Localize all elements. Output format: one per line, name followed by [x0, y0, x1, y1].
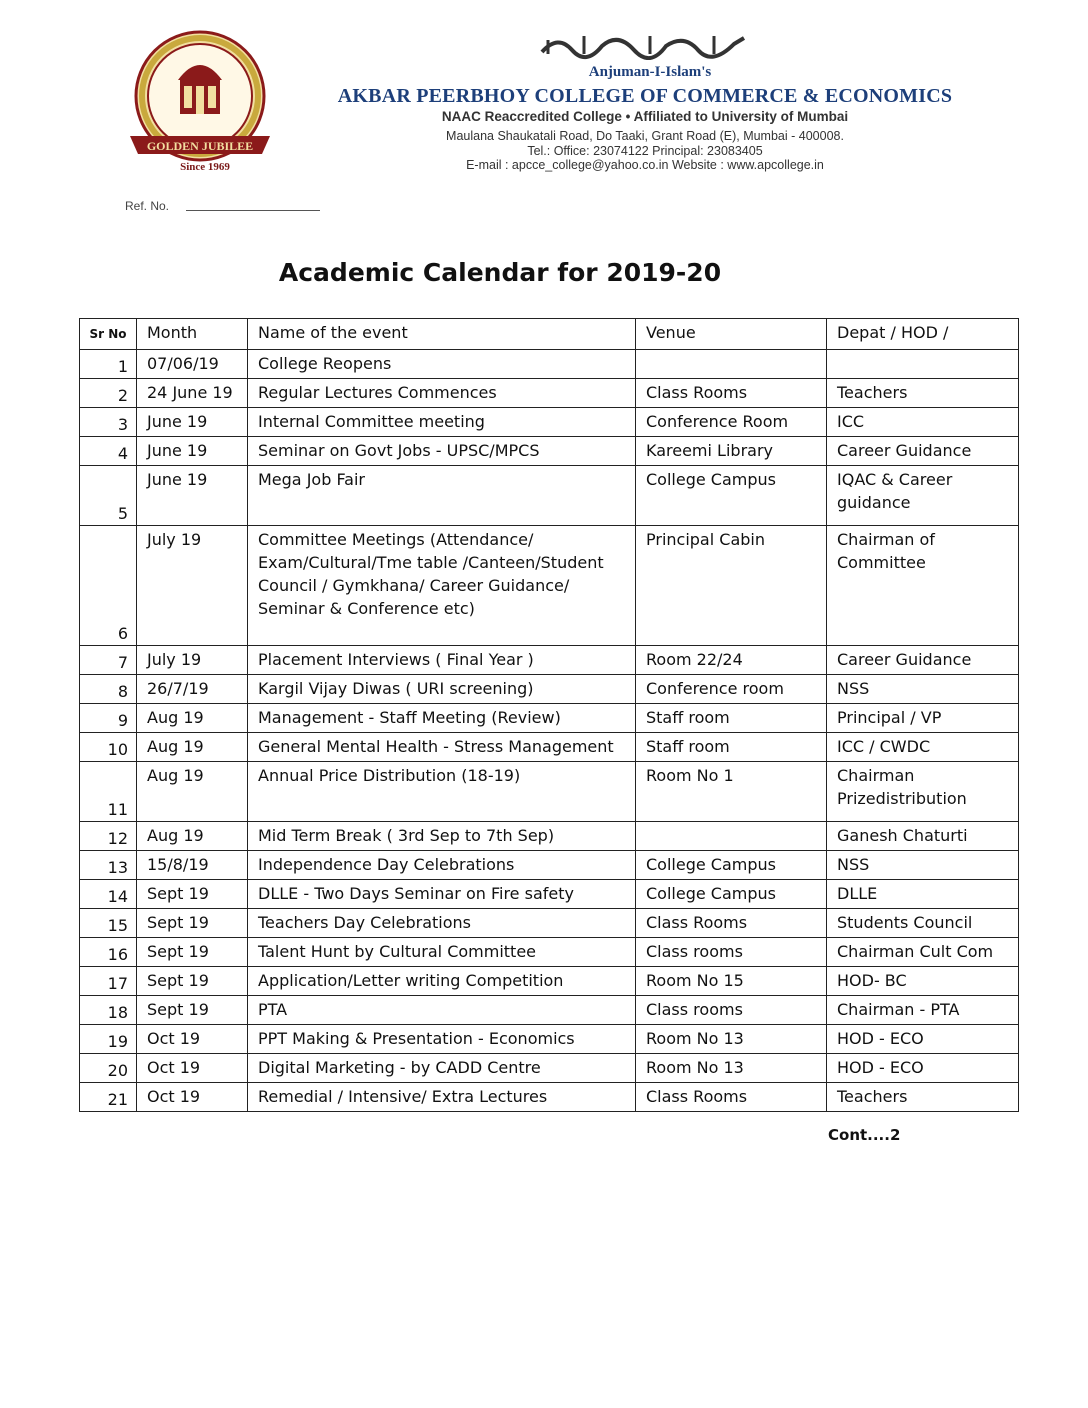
cell-month: Aug 19	[137, 822, 248, 851]
org-name: Anjuman-I-Islam's	[588, 64, 712, 80]
cell-venue: Conference Room	[636, 408, 827, 437]
table-row	[80, 967, 1019, 996]
cell-month: 26/7/19	[137, 675, 248, 704]
continuation-note: Cont....2	[828, 1126, 901, 1144]
accreditation-line: NAAC Reaccredited College • Affiliated to University of Mumbai	[441, 109, 849, 124]
cell-dept: Chairman Prizedistribution	[827, 762, 1019, 822]
cell-month: Sept 19	[137, 996, 248, 1025]
arabic-calligraphy	[538, 28, 750, 60]
cell-event: Remedial / Intensive/ Extra Lectures	[248, 1083, 636, 1112]
cell-month: July 19	[137, 646, 248, 675]
table-row	[80, 646, 1019, 675]
cell-event: Teachers Day Celebrations	[248, 909, 636, 938]
cell-venue: Room No 1	[636, 762, 827, 822]
cell-month: June 19	[137, 437, 248, 466]
cell-sr: 16	[80, 938, 137, 967]
cell-event: Talent Hunt by Cultural Committee	[248, 938, 636, 967]
cell-dept: DLLE	[827, 880, 1019, 909]
cell-venue: College Campus	[636, 851, 827, 880]
cell-event: Mega Job Fair	[248, 466, 636, 526]
table-header-row	[80, 319, 1019, 350]
cell-sr: 9	[80, 704, 137, 733]
cell-event: PTA	[248, 996, 636, 1025]
cell-month: June 19	[137, 408, 248, 437]
header-venue: Venue	[636, 319, 827, 350]
cell-venue: Kareemi Library	[636, 437, 827, 466]
cell-venue: Class Rooms	[636, 379, 827, 408]
ref-underline	[186, 210, 320, 211]
page-title: Academic Calendar for 2019-20	[278, 258, 722, 287]
table-row	[80, 437, 1019, 466]
college-logo	[122, 28, 278, 178]
cell-sr: 5	[80, 466, 137, 526]
cell-month: Sept 19	[137, 967, 248, 996]
cell-sr: 21	[80, 1083, 137, 1112]
calendar-table	[79, 318, 1019, 1112]
cell-venue: College Campus	[636, 466, 827, 526]
cell-dept: Students Council	[827, 909, 1019, 938]
cell-sr: 1	[80, 350, 137, 379]
table-row	[80, 938, 1019, 967]
table-row	[80, 880, 1019, 909]
address-line: Maulana Shaukatali Road, Do Taaki, Grant Road (E), Mumbai - 400008.	[446, 129, 844, 143]
cell-venue: Room No 15	[636, 967, 827, 996]
cell-venue: Staff room	[636, 733, 827, 762]
logo-since: Since 1969	[180, 161, 230, 173]
cell-dept: HOD- BC	[827, 967, 1019, 996]
cell-month: Oct 19	[137, 1083, 248, 1112]
table-row	[80, 733, 1019, 762]
cell-event: Mid Term Break ( 3rd Sep to 7th Sep)	[248, 822, 636, 851]
table-row	[80, 379, 1019, 408]
table-row	[80, 851, 1019, 880]
cell-dept: Teachers	[827, 379, 1019, 408]
table-row	[80, 526, 1019, 646]
cell-month: June 19	[137, 466, 248, 526]
cell-month: Aug 19	[137, 733, 248, 762]
cell-sr: 3	[80, 408, 137, 437]
contact-line: E-mail : apcce_college@yahoo.co.in Website : www.apcollege.in	[466, 158, 824, 172]
cell-event: Digital Marketing - by CADD Centre	[248, 1054, 636, 1083]
cell-dept: NSS	[827, 851, 1019, 880]
cell-dept: Career Guidance	[827, 437, 1019, 466]
cell-month: Sept 19	[137, 938, 248, 967]
cell-event: PPT Making & Presentation - Economics	[248, 1025, 636, 1054]
cell-dept: HOD - ECO	[827, 1054, 1019, 1083]
cell-sr: 4	[80, 437, 137, 466]
cell-month: Sept 19	[137, 909, 248, 938]
college-name: AKBAR PEERBHOY COLLEGE OF COMMERCE & ECONOMICS	[337, 85, 953, 107]
cell-venue	[636, 822, 827, 851]
cell-dept: HOD - ECO	[827, 1025, 1019, 1054]
table-row	[80, 1054, 1019, 1083]
cell-sr: 19	[80, 1025, 137, 1054]
cell-event: Management - Staff Meeting (Review)	[248, 704, 636, 733]
cell-venue: Principal Cabin	[636, 526, 827, 646]
cell-dept: Chairman - PTA	[827, 996, 1019, 1025]
cell-event: Committee Meetings (Attendance/ Exam/Cultural/Tme table /Canteen/Student Council / Gymkhana/ Career Guidance/ Seminar & Conference etc)	[248, 526, 636, 646]
cell-month: Oct 19	[137, 1025, 248, 1054]
cell-venue: College Campus	[636, 880, 827, 909]
cell-event: Internal Committee meeting	[248, 408, 636, 437]
table-row	[80, 822, 1019, 851]
cell-venue: Conference room	[636, 675, 827, 704]
table-row	[80, 350, 1019, 379]
cell-dept: Chairman Cult Com	[827, 938, 1019, 967]
cell-sr: 2	[80, 379, 137, 408]
table-row	[80, 1025, 1019, 1054]
cell-dept	[827, 350, 1019, 379]
cell-month: 15/8/19	[137, 851, 248, 880]
header-dept: Depat / HOD /	[827, 319, 1019, 350]
cell-sr: 11	[80, 762, 137, 822]
cell-event: College Reopens	[248, 350, 636, 379]
header-sr: Sr No	[80, 319, 137, 350]
table-row	[80, 1083, 1019, 1112]
phone-line: Tel.: Office: 23074122 Principal: 23083405	[527, 144, 763, 158]
cell-venue: Staff room	[636, 704, 827, 733]
header-month: Month	[137, 319, 248, 350]
table-row	[80, 466, 1019, 526]
cell-sr: 13	[80, 851, 137, 880]
cell-event: General Mental Health - Stress Management	[248, 733, 636, 762]
cell-dept: Chairman of Committee	[827, 526, 1019, 646]
cell-month: Aug 19	[137, 704, 248, 733]
svg-text:GOLDEN JUBILEE: GOLDEN JUBILEE	[146, 139, 254, 153]
cell-sr: 18	[80, 996, 137, 1025]
cell-month: Sept 19	[137, 880, 248, 909]
cell-venue: Class rooms	[636, 938, 827, 967]
table-row	[80, 408, 1019, 437]
cell-month: 07/06/19	[137, 350, 248, 379]
cell-venue: Room 22/24	[636, 646, 827, 675]
cell-venue: Class Rooms	[636, 1083, 827, 1112]
cell-event: Seminar on Govt Jobs - UPSC/MPCS	[248, 437, 636, 466]
cell-event: Annual Price Distribution (18-19)	[248, 762, 636, 822]
cell-dept: ICC	[827, 408, 1019, 437]
cell-dept: Principal / VP	[827, 704, 1019, 733]
cell-dept: Ganesh Chaturti	[827, 822, 1019, 851]
cell-dept: ICC / CWDC	[827, 733, 1019, 762]
table-row	[80, 996, 1019, 1025]
cell-sr: 8	[80, 675, 137, 704]
cell-sr: 15	[80, 909, 137, 938]
cell-sr: 17	[80, 967, 137, 996]
cell-month: Oct 19	[137, 1054, 248, 1083]
cell-venue: Class rooms	[636, 996, 827, 1025]
cell-venue	[636, 350, 827, 379]
cell-sr: 7	[80, 646, 137, 675]
table-row	[80, 675, 1019, 704]
cell-month: July 19	[137, 526, 248, 646]
cell-event: Application/Letter writing Competition	[248, 967, 636, 996]
cell-month: 24 June 19	[137, 379, 248, 408]
table-row	[80, 704, 1019, 733]
cell-event: Regular Lectures Commences	[248, 379, 636, 408]
cell-event: DLLE - Two Days Seminar on Fire safety	[248, 880, 636, 909]
cell-event: Placement Interviews ( Final Year )	[248, 646, 636, 675]
cell-event: Independence Day Celebrations	[248, 851, 636, 880]
ref-label: Ref. No.	[125, 199, 170, 213]
letterhead	[0, 0, 1088, 230]
table-row	[80, 909, 1019, 938]
cell-venue: Room No 13	[636, 1025, 827, 1054]
table-row	[80, 762, 1019, 822]
cell-venue: Class Rooms	[636, 909, 827, 938]
cell-dept: Career Guidance	[827, 646, 1019, 675]
header-event: Name of the event	[248, 319, 636, 350]
cell-sr: 10	[80, 733, 137, 762]
cell-sr: 20	[80, 1054, 137, 1083]
cell-sr: 12	[80, 822, 137, 851]
cell-venue: Room No 13	[636, 1054, 827, 1083]
cell-sr: 6	[80, 526, 137, 646]
cell-dept: Teachers	[827, 1083, 1019, 1112]
cell-month: Aug 19	[137, 762, 248, 822]
cell-event: Kargil Vijay Diwas ( URI screening)	[248, 675, 636, 704]
cell-dept: NSS	[827, 675, 1019, 704]
cell-dept: IQAC & Career guidance	[827, 466, 1019, 526]
cell-sr: 14	[80, 880, 137, 909]
